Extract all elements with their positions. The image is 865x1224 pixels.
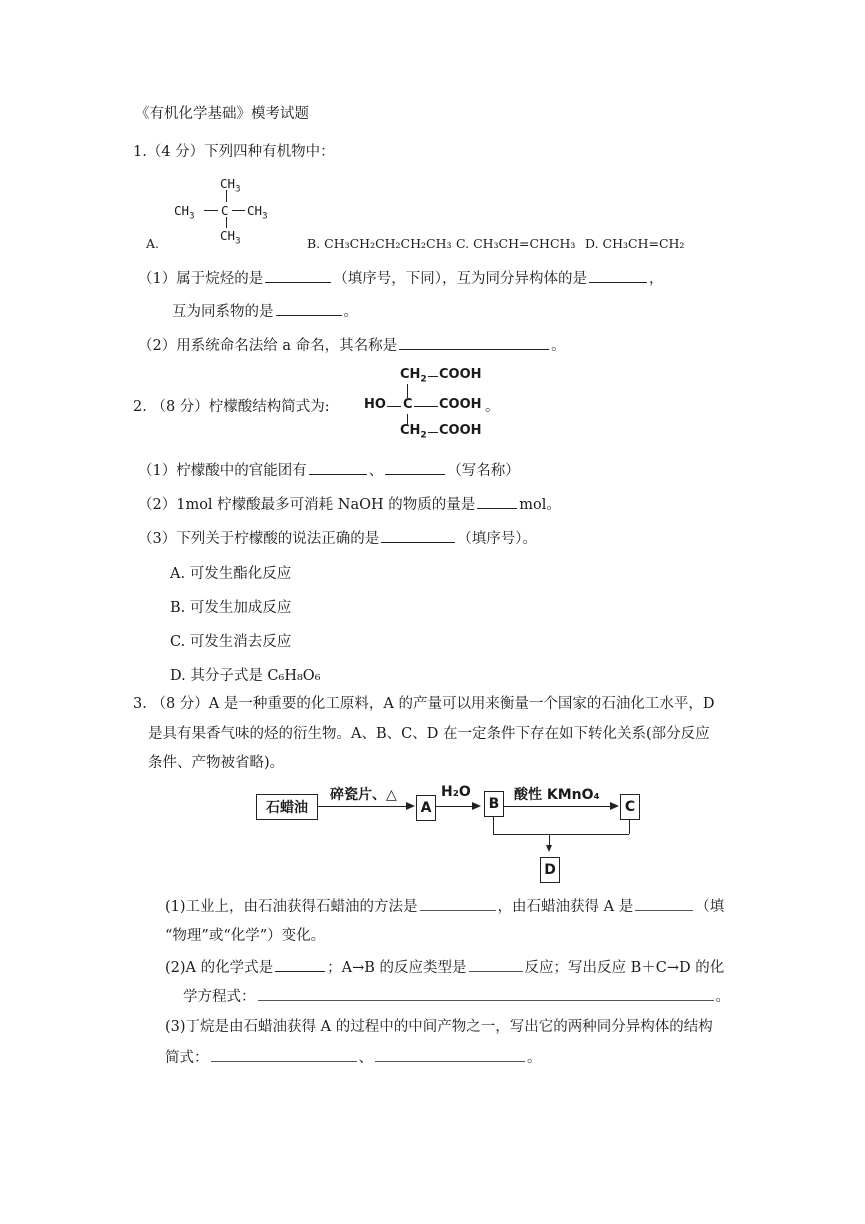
q1-option-a-label: A.	[146, 236, 160, 251]
q1-part1-line1: （1）属于烷烃的是 （填序号，下同），互为同分异构体的是 ，	[138, 268, 663, 289]
arrow-3	[504, 806, 612, 807]
q1-a-bottom: $CH_3$	[220, 228, 241, 247]
q2-option-a: A. 可发生酯化反应	[170, 566, 292, 582]
q1-part2: （2）用系统命名法给 a 命名，其名称是 。	[138, 335, 566, 356]
q1-option-b: B. CH₃CH₂CH₂CH₂CH₃	[307, 236, 452, 251]
answer-blank[interactable]	[399, 335, 549, 350]
connector	[493, 834, 629, 835]
q2-r2-right: COOH	[439, 397, 482, 412]
arrow-head	[610, 802, 619, 810]
condition-3: 酸性 KMnO₄	[514, 787, 600, 803]
answer-blank[interactable]	[420, 896, 496, 911]
answer-blank[interactable]	[635, 896, 693, 911]
connector	[629, 820, 630, 834]
q2-option-c: C. 可发生消去反应	[170, 634, 292, 650]
q2-r1-right: COOH	[439, 367, 482, 382]
q2-r1-left: $CH_2$	[400, 367, 427, 385]
arrow-head	[406, 802, 415, 810]
q3-part3-line2: 简式： 、 。	[165, 1047, 542, 1068]
q3-part2-line2: 学方程式： 。	[183, 986, 730, 1007]
q1-a-left: $CH_3$	[174, 203, 195, 222]
arrow-1	[318, 806, 408, 807]
answer-blank[interactable]	[211, 1047, 357, 1062]
q3-stem-line3: 条件、产物被省略)。	[148, 755, 285, 771]
q1-a-bond-top	[226, 190, 227, 202]
answer-blank[interactable]	[589, 268, 647, 283]
q1-option-d: D. CH₃CH=CH₂	[585, 236, 685, 251]
q3-part1-line2: “物理”或“化学”）变化。	[165, 928, 326, 944]
answer-blank[interactable]	[276, 301, 342, 316]
answer-blank[interactable]	[375, 1047, 525, 1062]
q2-bond	[414, 406, 438, 407]
box-b: B	[484, 791, 504, 817]
box-a: A	[416, 795, 436, 821]
q2-r3-right: COOH	[439, 423, 482, 438]
answer-blank[interactable]	[309, 460, 367, 475]
q1-stem: 1.（4 分）下列四种有机物中：	[133, 144, 335, 160]
q1-a-center: C	[221, 203, 229, 218]
answer-blank[interactable]	[477, 494, 517, 509]
q1-part1-line2: 互为同系物的是 。	[172, 301, 358, 322]
condition-2: H₂O	[441, 784, 471, 800]
q1-a-bond-left	[204, 210, 218, 211]
q2-r2-left: HO	[364, 397, 386, 412]
q2-bond	[407, 384, 408, 398]
box-paraffin-oil: 石蜡油	[256, 794, 318, 820]
q3-part3-line1: (3)丁烷是由石蜡油获得 A 的过程中的中间产物之一，写出它的两种同分异构体的结构	[165, 1019, 713, 1035]
answer-blank[interactable]	[258, 986, 714, 1001]
q3-stem-line1: 3. （8 分）A 是一种重要的化工原料，A 的产量可以用来衡量一个国家的石油化工水平，D	[133, 696, 715, 712]
q2-stem-end: 。	[485, 399, 500, 415]
arrow-head-down	[546, 845, 552, 852]
q2-part1: （1）柠檬酸中的官能团有 、 （写名称）	[138, 460, 520, 481]
q1-a-bond-bottom	[226, 217, 227, 228]
q3-part2-line1: (2)A 的化学式是 ；A→B 的反应类型是 反应；写出反应 B＋C→D 的化	[165, 957, 724, 978]
q1-a-bond-right	[232, 210, 245, 211]
box-c: C	[620, 794, 640, 820]
connector	[493, 817, 494, 834]
q1-a-top: $CH_3$	[220, 176, 241, 195]
answer-blank[interactable]	[469, 957, 523, 972]
q2-stem: 2. （8 分）柠檬酸结构简式为:	[133, 399, 330, 415]
q2-part2: （2）1mol 柠檬酸最多可消耗 NaOH 的物质的量是 mol。	[138, 494, 561, 515]
q2-r3-left: $CH_2$	[400, 423, 427, 441]
q2-bond	[387, 406, 401, 407]
condition-1: 碎瓷片、△	[330, 787, 397, 803]
q2-r2-center: C	[403, 397, 413, 412]
q1-option-c: C. CH₃CH=CHCH₃	[456, 236, 576, 251]
answer-blank[interactable]	[385, 460, 445, 475]
q3-stem-line2: 是具有果香气味的烃的衍生物。A、B、C、D 在一定条件下存在如下转化关系(部分反应	[148, 726, 710, 742]
q2-bond	[428, 432, 438, 433]
arrow-head	[472, 802, 481, 810]
q1-a-right: $CH_3$	[247, 203, 268, 222]
q2-part3: （3）下列关于柠檬酸的说法正确的是 （填序号）。	[138, 528, 537, 549]
answer-blank[interactable]	[265, 268, 331, 283]
q3-part1-line1: (1)工业上，由石油获得石蜡油的方法是 ，由石蜡油获得 A 是 （填	[165, 896, 724, 917]
arrow-2	[436, 806, 474, 807]
page-title: 《有机化学基础》模考试题	[135, 106, 309, 122]
q2-bond	[428, 376, 438, 377]
q2-option-d: D. 其分子式是 C₆H₈O₆	[170, 668, 321, 684]
answer-blank[interactable]	[381, 528, 455, 543]
q2-option-b: B. 可发生加成反应	[170, 600, 292, 616]
box-d: D	[540, 857, 560, 883]
answer-blank[interactable]	[275, 957, 325, 972]
